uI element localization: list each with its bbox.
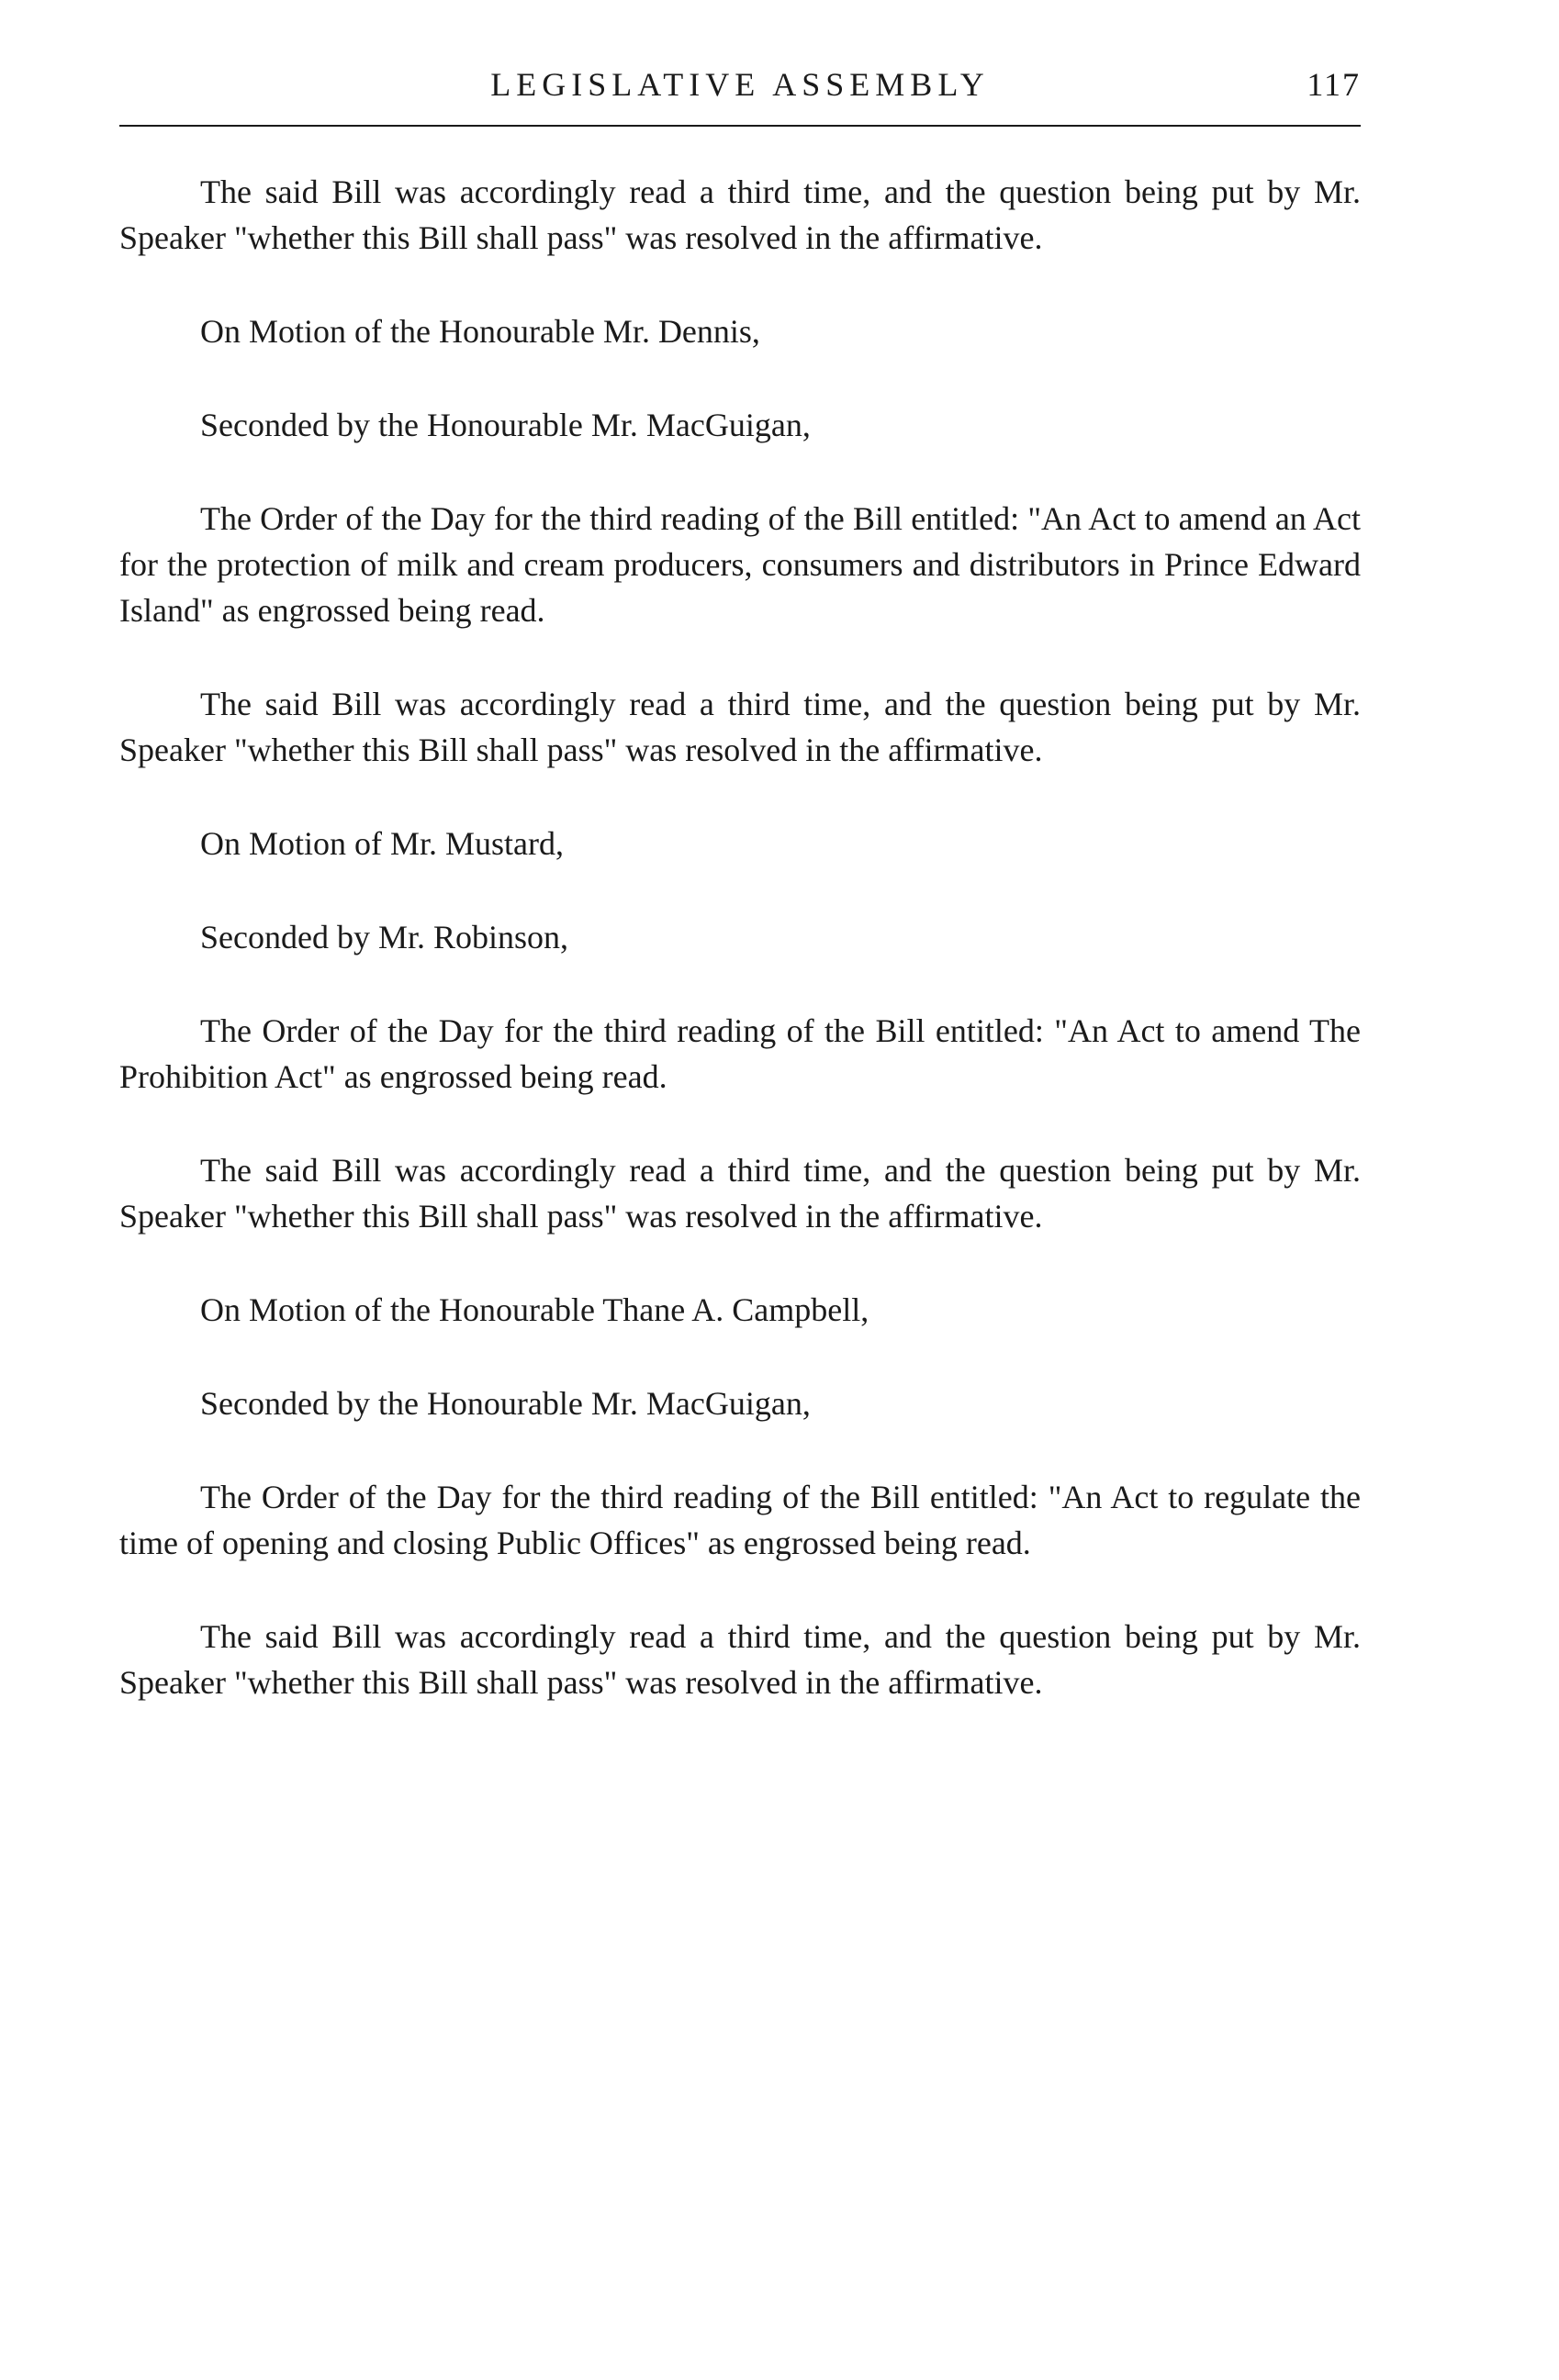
paragraph-bill-passed: The said Bill was accordingly read a third time, and the question being put by Mr. Speaker "whether this Bill shall pass" was resolved in the affirmative. (119, 173, 1361, 256)
paragraph-seconded: Seconded by Mr. Robinson, (200, 919, 568, 955)
paragraph-bill-passed: The said Bill was accordingly read a third time, and the question being put by Mr. Speaker "whether this Bill shall pass" was resolved in the affirmative. (119, 686, 1361, 768)
paragraph-seconded: Seconded by the Honourable Mr. MacGuigan, (200, 1385, 811, 1422)
page-number: 117 (1307, 66, 1361, 103)
paragraph-bill-passed: The said Bill was accordingly read a third time, and the question being put by Mr. Speaker "whether this Bill shall pass" was resolved in the affirmative. (119, 1618, 1361, 1701)
document-page (119, 57, 1361, 1705)
paragraph-order-of-day: The Order of the Day for the third reading of the Bill entitled: "An Act to regulate the time of opening and closing Public Offices" as engrossed being read. (119, 1479, 1361, 1561)
paragraph-order-of-day: The Order of the Day for the third reading of the Bill entitled: "An Act to amend The Prohibition Act" as engrossed being read. (119, 1012, 1361, 1095)
header-rule (119, 125, 1361, 127)
paragraph-seconded: Seconded by the Honourable Mr. MacGuigan, (200, 407, 811, 443)
paragraph-motion: On Motion of the Honourable Mr. Dennis, (200, 313, 760, 350)
paragraph-bill-passed: The said Bill was accordingly read a third time, and the question being put by Mr. Speaker "whether this Bill shall pass" was resolved in the affirmative. (119, 1152, 1361, 1235)
paragraph-order-of-day: The Order of the Day for the third reading of the Bill entitled: "An Act to amend an Act for the protection of milk and cream producers, consumers and distributors in Prince Edward Island" as engrossed being read. (119, 500, 1361, 629)
page-title: LEGISLATIVE ASSEMBLY (490, 66, 990, 103)
body-text (119, 169, 1361, 1705)
running-header (119, 57, 1361, 112)
paragraph-motion: On Motion of the Honourable Thane A. Campbell, (200, 1291, 869, 1328)
paragraph-motion: On Motion of Mr. Mustard, (200, 825, 564, 862)
